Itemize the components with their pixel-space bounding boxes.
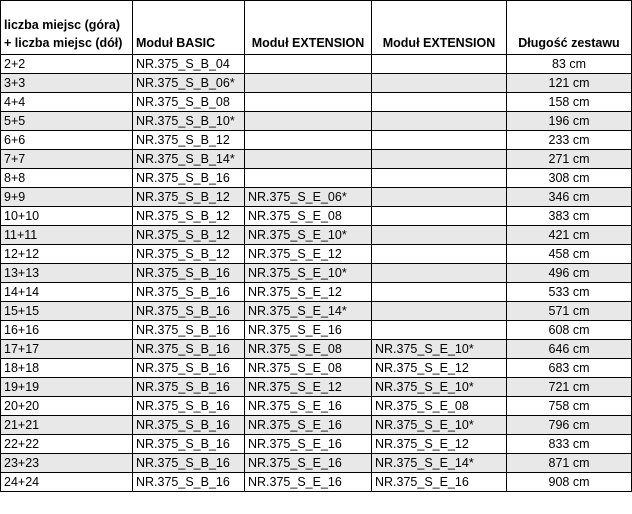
table-row (1, 264, 632, 283)
cell-seats: 22+22 (1, 435, 133, 454)
cell-seats: 7+7 (1, 150, 133, 169)
cell-extension-module-1 (245, 74, 372, 93)
cell-set-length: 646 cm (507, 340, 632, 359)
cell-basic-module: NR.375_S_B_12 (133, 226, 245, 245)
header-basic-module: Moduł BASIC (133, 1, 245, 55)
cell-basic-module: NR.375_S_B_16 (133, 302, 245, 321)
cell-extension-module-2 (372, 245, 507, 264)
cell-extension-module-1: NR.375_S_E_12 (245, 378, 372, 397)
cell-seats: 21+21 (1, 416, 133, 435)
table-row (1, 283, 632, 302)
cell-extension-module-1: NR.375_S_E_16 (245, 435, 372, 454)
cell-extension-module-2 (372, 169, 507, 188)
cell-extension-module-2 (372, 131, 507, 150)
header-seats-line1: liczba miejsc (góra) (4, 18, 121, 32)
cell-extension-module-1: NR.375_S_E_16 (245, 321, 372, 340)
cell-seats: 12+12 (1, 245, 133, 264)
cell-basic-module: NR.375_S_B_16 (133, 435, 245, 454)
cell-set-length: 383 cm (507, 207, 632, 226)
cell-set-length: 121 cm (507, 74, 632, 93)
cell-basic-module: NR.375_S_B_12 (133, 207, 245, 226)
cell-extension-module-1: NR.375_S_E_16 (245, 454, 372, 473)
cell-seats: 20+20 (1, 397, 133, 416)
cell-extension-module-1 (245, 131, 372, 150)
table-row (1, 397, 632, 416)
cell-extension-module-2 (372, 264, 507, 283)
cell-extension-module-1 (245, 93, 372, 112)
cell-extension-module-1: NR.375_S_E_16 (245, 397, 372, 416)
cell-extension-module-2 (372, 188, 507, 207)
table-row (1, 226, 632, 245)
header-extension-module-2: Moduł EXTENSION (372, 1, 507, 55)
cell-extension-module-1: NR.375_S_E_12 (245, 283, 372, 302)
cell-extension-module-1 (245, 112, 372, 131)
cell-extension-module-1: NR.375_S_E_08 (245, 359, 372, 378)
cell-basic-module: NR.375_S_B_16 (133, 454, 245, 473)
cell-basic-module: NR.375_S_B_16 (133, 378, 245, 397)
table-row (1, 169, 632, 188)
cell-basic-module: NR.375_S_B_16 (133, 397, 245, 416)
table-row (1, 93, 632, 112)
table-row (1, 74, 632, 93)
cell-seats: 16+16 (1, 321, 133, 340)
cell-extension-module-2: NR.375_S_E_12 (372, 359, 507, 378)
table-row (1, 416, 632, 435)
header-seats (1, 1, 133, 55)
cell-set-length: 533 cm (507, 283, 632, 302)
cell-extension-module-1 (245, 169, 372, 188)
cell-set-length: 758 cm (507, 397, 632, 416)
table-row (1, 207, 632, 226)
cell-set-length: 608 cm (507, 321, 632, 340)
cell-seats: 10+10 (1, 207, 133, 226)
cell-seats: 6+6 (1, 131, 133, 150)
cell-extension-module-2 (372, 55, 507, 74)
header-row (1, 1, 632, 55)
cell-extension-module-2 (372, 302, 507, 321)
cell-basic-module: NR.375_S_B_16 (133, 169, 245, 188)
cell-basic-module: NR.375_S_B_10* (133, 112, 245, 131)
cell-set-length: 496 cm (507, 264, 632, 283)
table-row (1, 359, 632, 378)
cell-set-length: 158 cm (507, 93, 632, 112)
cell-extension-module-1: NR.375_S_E_08 (245, 340, 372, 359)
cell-basic-module: NR.375_S_B_16 (133, 359, 245, 378)
cell-seats: 2+2 (1, 55, 133, 74)
cell-seats: 15+15 (1, 302, 133, 321)
header-seats-line2: + liczba miejsc (dół) (4, 36, 123, 50)
cell-basic-module: NR.375_S_B_16 (133, 340, 245, 359)
cell-basic-module: NR.375_S_B_08 (133, 93, 245, 112)
cell-basic-module: NR.375_S_B_12 (133, 188, 245, 207)
cell-set-length: 458 cm (507, 245, 632, 264)
cell-extension-module-2: NR.375_S_E_10* (372, 378, 507, 397)
cell-seats: 9+9 (1, 188, 133, 207)
cell-seats: 14+14 (1, 283, 133, 302)
cell-extension-module-1: NR.375_S_E_10* (245, 264, 372, 283)
cell-seats: 24+24 (1, 473, 133, 492)
cell-set-length: 721 cm (507, 378, 632, 397)
cell-seats: 13+13 (1, 264, 133, 283)
cell-extension-module-2 (372, 93, 507, 112)
cell-extension-module-2 (372, 283, 507, 302)
table-row (1, 55, 632, 74)
cell-seats: 5+5 (1, 112, 133, 131)
cell-set-length: 571 cm (507, 302, 632, 321)
cell-basic-module: NR.375_S_B_16 (133, 321, 245, 340)
cell-set-length: 833 cm (507, 435, 632, 454)
table-row (1, 340, 632, 359)
table-row (1, 454, 632, 473)
table-row (1, 112, 632, 131)
cell-extension-module-1: NR.375_S_E_14* (245, 302, 372, 321)
table-row (1, 131, 632, 150)
cell-extension-module-1 (245, 55, 372, 74)
cell-extension-module-2 (372, 226, 507, 245)
cell-set-length: 271 cm (507, 150, 632, 169)
cell-seats: 19+19 (1, 378, 133, 397)
cell-basic-module: NR.375_S_B_16 (133, 264, 245, 283)
table-row (1, 435, 632, 454)
table-row (1, 378, 632, 397)
header-extension-module-1: Moduł EXTENSION (245, 1, 372, 55)
cell-extension-module-2: NR.375_S_E_08 (372, 397, 507, 416)
table-row (1, 473, 632, 492)
cell-extension-module-1: NR.375_S_E_08 (245, 207, 372, 226)
cell-seats: 3+3 (1, 74, 133, 93)
cell-seats: 4+4 (1, 93, 133, 112)
cell-seats: 11+11 (1, 226, 133, 245)
cell-seats: 18+18 (1, 359, 133, 378)
cell-set-length: 83 cm (507, 55, 632, 74)
cell-basic-module: NR.375_S_B_16 (133, 416, 245, 435)
cell-basic-module: NR.375_S_B_14* (133, 150, 245, 169)
cell-seats: 17+17 (1, 340, 133, 359)
cell-set-length: 421 cm (507, 226, 632, 245)
cell-basic-module: NR.375_S_B_16 (133, 283, 245, 302)
table-row (1, 150, 632, 169)
cell-extension-module-2: NR.375_S_E_12 (372, 435, 507, 454)
header-set-length: Długość zestawu (507, 1, 632, 55)
cell-basic-module: NR.375_S_B_04 (133, 55, 245, 74)
table-row (1, 245, 632, 264)
cell-extension-module-1: NR.375_S_E_16 (245, 416, 372, 435)
table-row (1, 188, 632, 207)
table-body (1, 55, 632, 492)
cell-seats: 8+8 (1, 169, 133, 188)
cell-extension-module-2 (372, 112, 507, 131)
cell-set-length: 871 cm (507, 454, 632, 473)
cell-basic-module: NR.375_S_B_12 (133, 245, 245, 264)
cell-extension-module-2: NR.375_S_E_10* (372, 340, 507, 359)
cell-set-length: 346 cm (507, 188, 632, 207)
cell-basic-module: NR.375_S_B_16 (133, 473, 245, 492)
cell-set-length: 233 cm (507, 131, 632, 150)
cell-extension-module-1: NR.375_S_E_06* (245, 188, 372, 207)
cell-basic-module: NR.375_S_B_06* (133, 74, 245, 93)
cell-extension-module-2 (372, 150, 507, 169)
cell-set-length: 908 cm (507, 473, 632, 492)
cell-extension-module-2 (372, 74, 507, 93)
cell-extension-module-2 (372, 207, 507, 226)
cell-extension-module-1: NR.375_S_E_12 (245, 245, 372, 264)
cell-extension-module-1: NR.375_S_E_16 (245, 473, 372, 492)
cell-extension-module-1: NR.375_S_E_10* (245, 226, 372, 245)
cell-extension-module-2 (372, 321, 507, 340)
cell-seats: 23+23 (1, 454, 133, 473)
cell-extension-module-2: NR.375_S_E_10* (372, 416, 507, 435)
cell-extension-module-2: NR.375_S_E_16 (372, 473, 507, 492)
cell-basic-module: NR.375_S_B_12 (133, 131, 245, 150)
table-row (1, 302, 632, 321)
table-row (1, 321, 632, 340)
cell-extension-module-2: NR.375_S_E_14* (372, 454, 507, 473)
cell-extension-module-1 (245, 150, 372, 169)
cell-set-length: 796 cm (507, 416, 632, 435)
cell-set-length: 308 cm (507, 169, 632, 188)
cell-set-length: 196 cm (507, 112, 632, 131)
cell-set-length: 683 cm (507, 359, 632, 378)
